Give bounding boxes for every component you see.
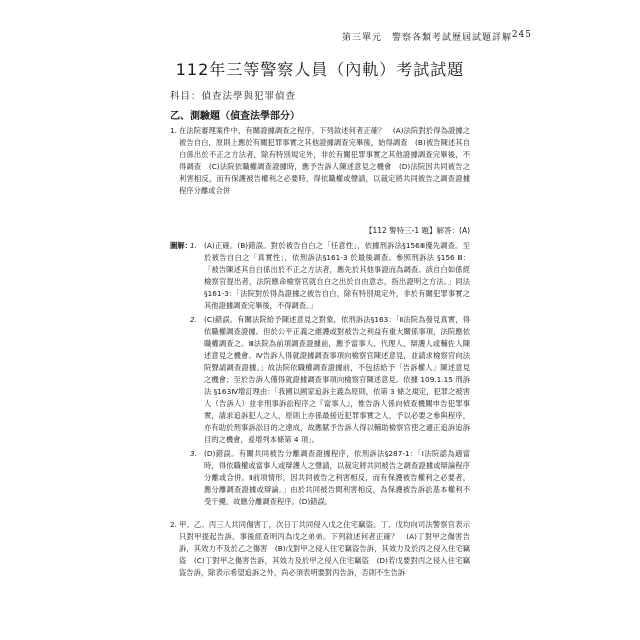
question-source-answer: 【112 警特三-1 題】解答：(A) [364, 226, 470, 235]
explanation-number: 2. [190, 315, 197, 324]
explanation-number: 1. [190, 241, 197, 250]
explanation-text: (A)正確。(B)錯誤。對於被告自白之「任意性」，依據刑訴法§156Ⅲ優先調查。至於被告自白之「真實性」，依刑訴法§161-3 於最後調查。參照刑訴法 §156 Ⅲ：「被告陳述其自白係出於不正之方法者，應先於其他事證而為調查。該自白如係經檢察官提出者，法院應命檢察官就自白之出於自由意志，指出證明之方法。」同法 §161-3：「法院對於得為證據之被告自白，除有特別規定外，非於有關犯罪事實之其他證據調查完畢後，不得調查。」 [204, 241, 470, 310]
exam-title: 112年三等警察人員（內軌）考試試題 [175, 60, 465, 79]
explanation-text: (D)錯誤。有關共同被告分離調查證據程序，依刑訴法§287-1：「Ⅰ法院認為適當時，得依職權或當事人或辯護人之聲請，以裁定將共同被告之調查證據或辯論程序分離或合併。Ⅱ前項情形，因共同被告之利害相反，而有保護被告權利之必要者，應分離調查證據或辯論。」由於共同被告間利害相反，為保護被告訴訟基本權利不受干擾，故應分離調查程序。(D)錯誤。 [204, 449, 470, 506]
explanation-item [190, 240, 470, 312]
explanation-text: (C)錯誤。有關法院給予陳述意見之對象，依刑訴法§163：「Ⅱ法院為發見真實，得依職權調查證據。但於公平正義之維護或對被告之利益有重大關係事項，法院應依職權調查之。Ⅲ法院為前項調查證據前，應予當事人、代理人、辯護人或輔佐人陳述意見之機會。Ⅳ告訴人得就證據調查事項向檢察官陳述意見，並請求檢察官向法院聲請調查證據。」故法院依職權調查證據前，不包括給予「告訴權人」陳述意見之機會；至於告訴人僅得就證據調查事項向檢察官陳述意見。依據 109.1.15 刑訴法 §163Ⅳ增訂理由：「我國以國家追訴主義為原則，依第 3 條之規定，犯罪之被害人（告訴人）並非刑事訴訟程序之『當事人』，惟告訴人係向偵查機關申告犯罪事實，請求追訴犯人之人，原則上亦係最接近犯罪事實之人，予以必要之參與程序，亦有助於刑事訴訟目的之達成，故應賦予告訴人得以輔助檢察官使之適正追訴追訴目的之機會，爰增列本條第 4 項」。 [204, 315, 470, 444]
explanation-item [190, 448, 470, 508]
section-heading: 乙、測驗題（偵查法學部分） [170, 111, 300, 122]
question-number: 1. [170, 126, 177, 135]
page-number: 245 [511, 30, 532, 40]
exam-subject: 科目：偵查法學與犯罪偵查 [170, 91, 297, 102]
answer-explanation [170, 240, 470, 508]
running-title: 第三單元 警察各類考試歷屆試題詳解 [341, 33, 512, 43]
explanation-number: 3. [190, 449, 197, 458]
answer-label: 圖解： [170, 241, 192, 250]
question-number: 2. [170, 520, 177, 529]
question-text: 甲、乙、丙三人共同傷害丁，次日丁共同侵入戊之住宅竊盜。丁、戊均向司法警察官表示只對甲提起告訴，事後經查明丙為戊之弟弟。下列敘述何者正確？ (A)丁對甲之傷害告訴，其效力不及於乙之傷害 (B)戊對甲之侵入住宅竊盜告訴，其效力及於丙之侵入住宅竊盜 (C)丁對甲之傷害告訴，其效力及於甲之侵入住宅竊盜 (D)若戊要對丙之侵入住宅竊盜告訴，除表示希望追訴之外，尚必須表明要對丙告訴，否則不生告訴 [179, 520, 470, 577]
question-1 [170, 125, 470, 197]
question-text: 在法院審理案件中，有關證據調查之程序，下列敘述何者正確？ (A)法院對於得為證據之被告自白，原則上應於有關犯罪事實之其他證據調查完畢後，始得調查 (B)被告陳述其自白係出於不正之方法者，除有特別規定外，非於有關犯罪事實之其他證據調查完畢後，不得調查 (C)法院依職權調查證據時，應予告訴人陳述意見之機會 (D)法院因共同被告之利害相反，而有保護被告權利之必要時，得依職權或聲請，以裁定將共同被告之調查證據程序分離或合併 [179, 126, 470, 195]
explanation-item [190, 314, 470, 446]
question-2 [170, 519, 470, 579]
